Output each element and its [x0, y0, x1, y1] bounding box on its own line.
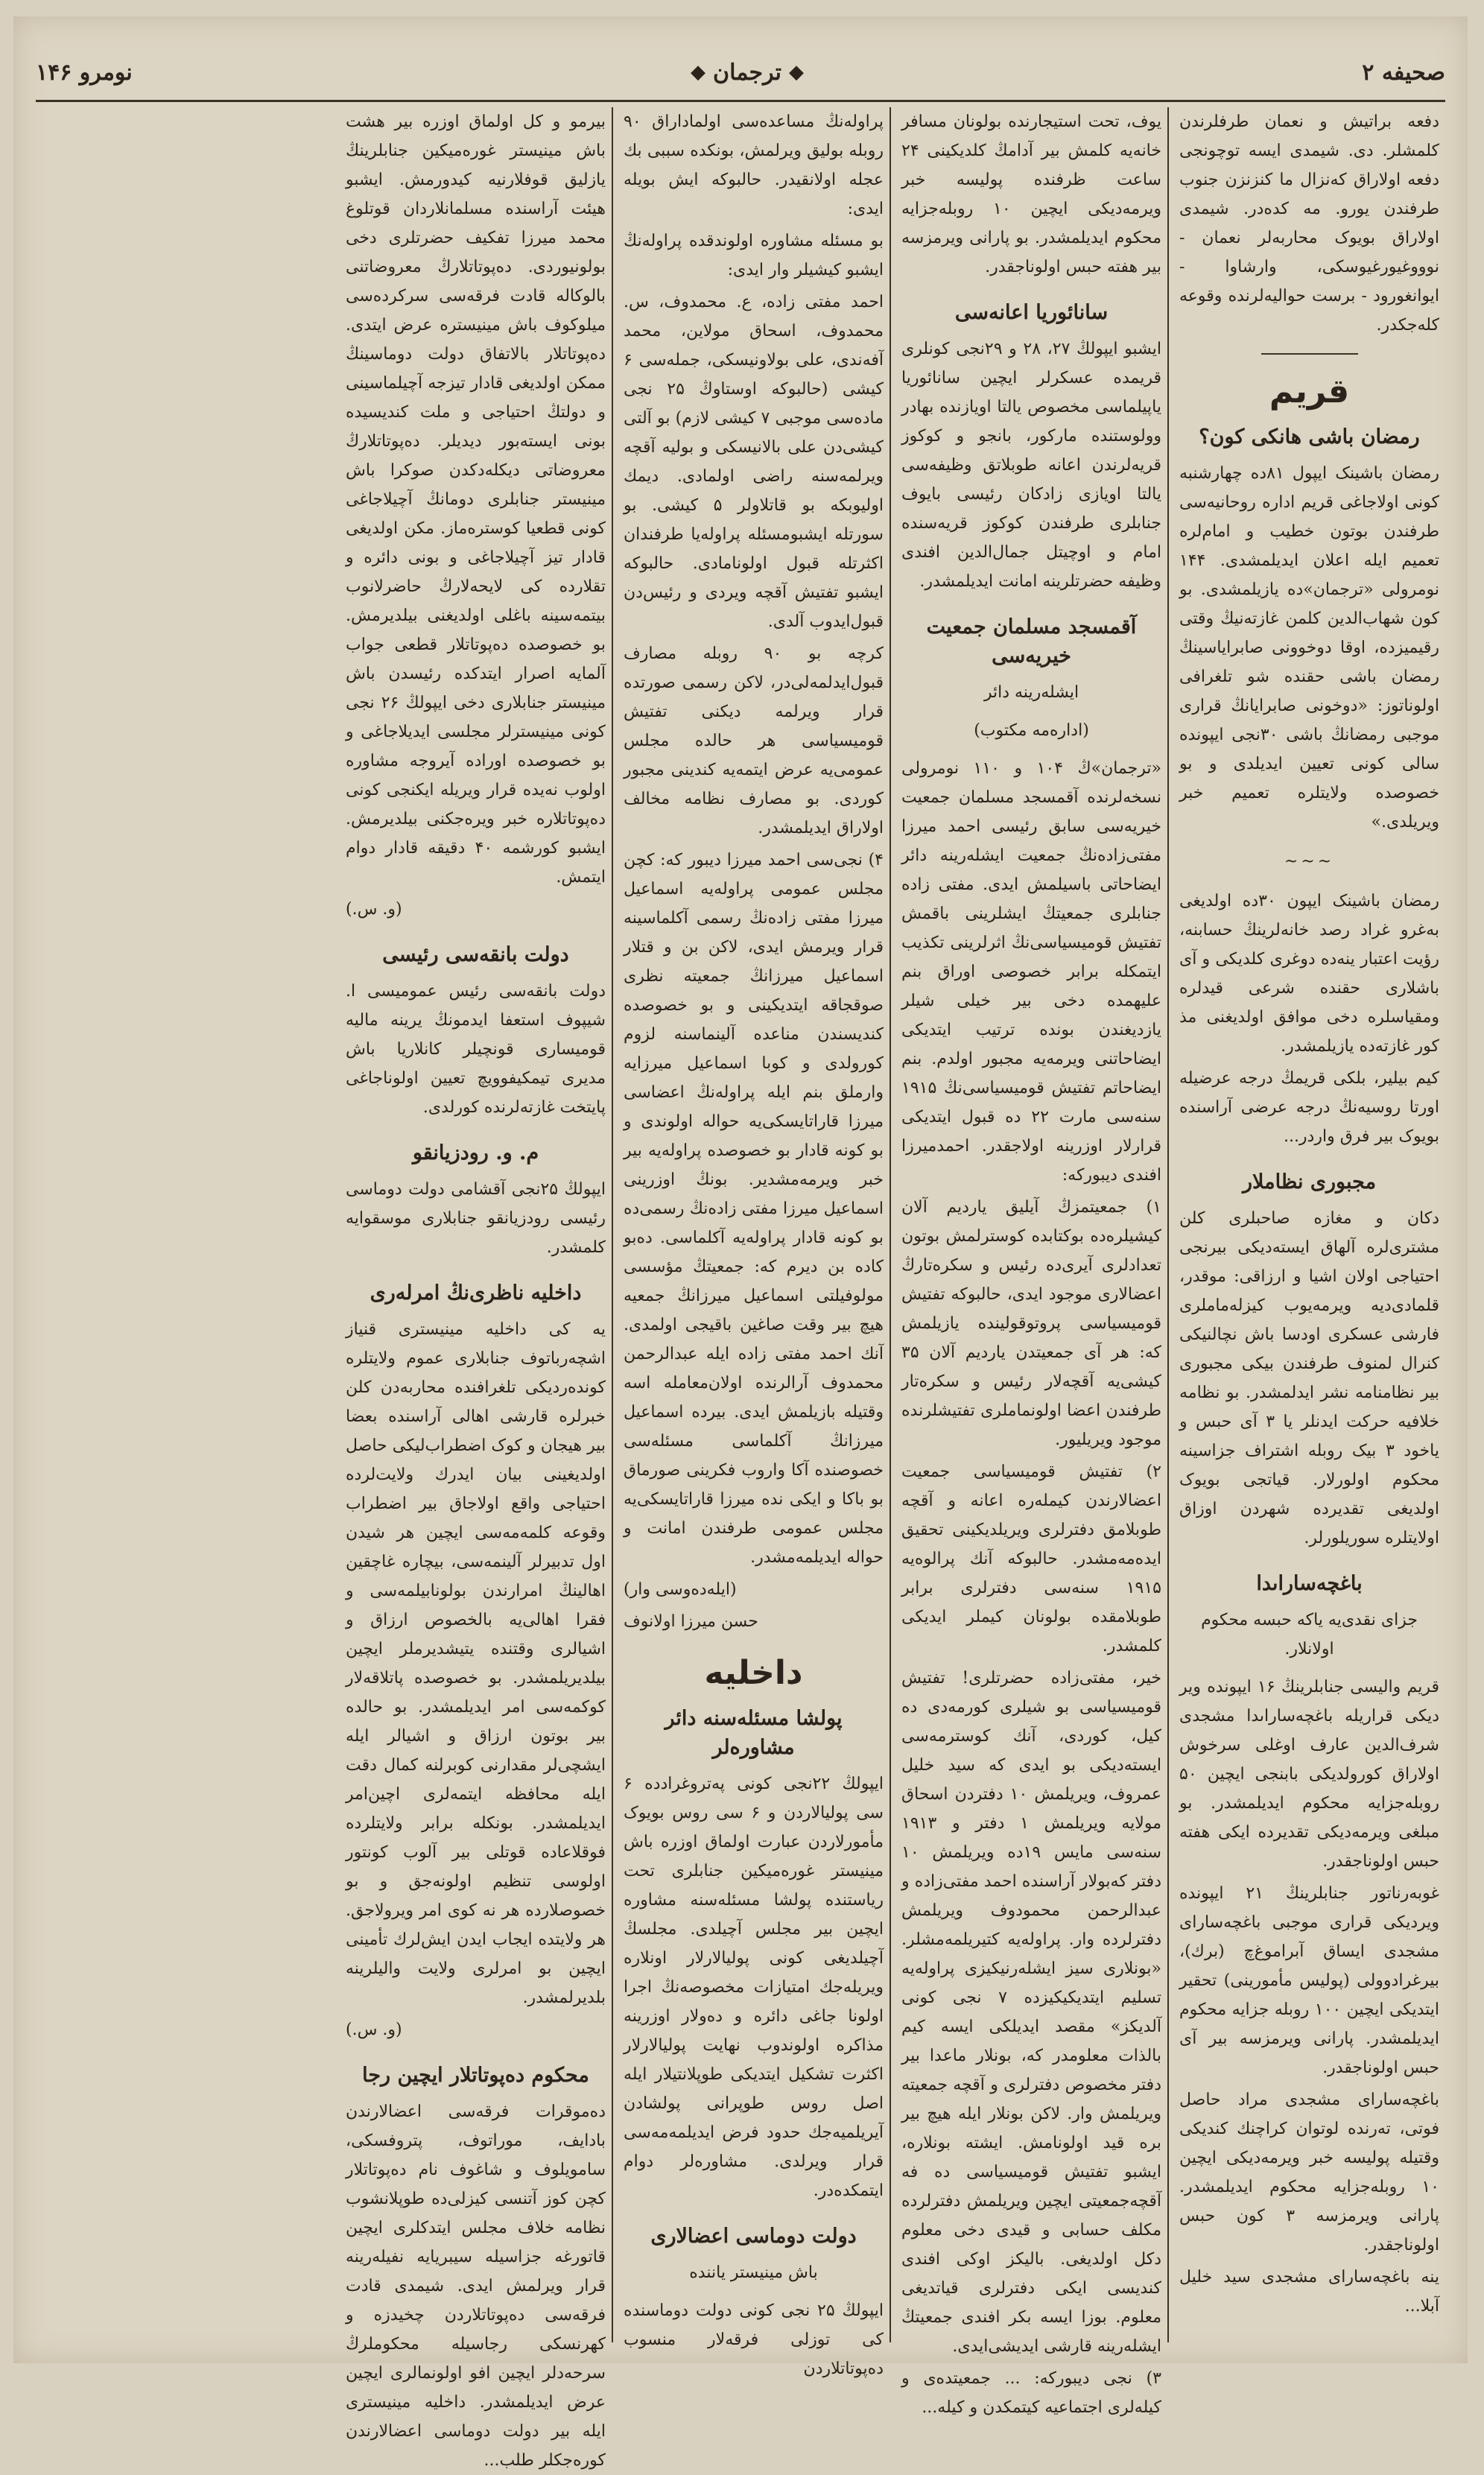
article-headline: باغچەساراىدا: [1256, 1572, 1363, 1595]
ornament-icon: ◆: [789, 61, 804, 83]
article-headline: سانائوریا اعانه‌سی: [954, 301, 1109, 324]
article-headline: آقمسجد مسلمان جمعیت خیریه‌سی: [926, 615, 1137, 668]
article-subheadline: (ادارەمه مکتوب): [974, 721, 1089, 740]
article-text: «ترجمان»ڭ ۱۰۴ و ۱۱۰ نومرولی نسخه‌لرنده آقمسجد مسلمان جمعیت خیریه‌سی سابق رئیسی احمد میرزا مفتی‌زاده‌نڭ جمعیت ایشله‌رینه دائر ایضاحاتی باسیلمش ایدی. مفتی زاده جنابلری جمعیتڭ ایشلرینی باقمش تفتیش قومیسیاسی‌نڭ اثرلرینی تکذیب ایتمکله برابر خصوصی اوراق بنم علیهمده دخی بیر خیلی شیلر یازدیغندن بونده ترتیب ایتدیکی ایضاحاتنی ویرمه‌یه مجبور اولدم. بنم ایضاحاتم تفتیش قومیسیاسی‌نڭ ۱۹۱۵ سنه‌سی مارت ۲۲ ده قبول ایتدیکی قرارلار اوزرینه اولاجقدر. احمدمیرزا افندی دیبورکه:: [901, 759, 1161, 1185]
article-text: رمضان باشینک ایپول ۸۱ده چهارشنبه کونی اولاجاغی قریم اداره روحانیه‌سی طرفندن بوتون خطیب و امام‌لره تعمیم ایله اعلان ایدیلمشدی. ۱۴۴ نومرولی «ترجمان»ده یازیلمشدی. بو کون شهاب‌الدین کلمن غازته‌نیڭ وقتی رقیمیزده، اوقا دوخوونی صابرایاسینڭ رمضان باشی حقنده شو تلغرافی اولوناتوز: «دوخونی صابرایانڭ قراری موجبی رمضانڭ باشی ۳۰نجی ایپونده سالی کونی تعیین ایدیلدی و بو خصوصده ولایتلره تعمیم خبر ویریلدی.»: [1179, 464, 1440, 831]
article-text: ۱) جمعیتمزڭ آیلیق یاردیم آلان کیشیلره‌ده بوکتابده کوسترلمش بوتون تعدادلری آیری‌ده رئیس و سکرەتارڭ اعضالاری موجود ایدی، حالبوکه تفتیش قومیسیاسی پروتوقولینده یازیلمش که: هر آی جمعیتدن یاردیم آلان ۳۵ کیشی‌یه آقچه‌لار رئیس و سکرەتار طرفندن اعضا اولونماملری تفتیشلرنده موجود ویریلیور.: [901, 1198, 1161, 1449]
article-headline: دولت بانقه‌سی رئیسی: [382, 943, 569, 966]
article-subheadline: جزای نقدی‌یه یاکه حبسه محکوم اولانلار.: [1201, 1611, 1418, 1658]
article-text: ۲) تفتیش قومیسیاسی جمعیت اعضالارندن کیملەره اعانه و آقچه طوبلامق دفترلری ویریلدیکینی تحقیق ایده‌مه‌مشدر. حالبوکه آنك پرالوه‌یه ۱۹۱۵ سنه‌سی دفترلری برابر طوبلامقده بولونان کیملر ایدیکی کلمشدر.: [901, 1462, 1161, 1655]
page-header: [36, 46, 1445, 98]
article-text: احمد مفتی زاده، ع. محمدوف، س. محمدوف، اسحاق مولاین، محمد آفەندی، علی بولاونیسکی، جمله‌سی ۶ کیشی (حالبوکه اوستاوڭ ۲۵ نجی مادەسی موجبی ۷ کیشی لازم) بو آلتی کیشی‌دن علی بالانیسکی و بولیه آقچه ویرلمه‌سنه راضی اولمادی. دیمك اولیوبکه بو قاتلاولر ۵ کیشی. بو سورتله ایشبومسئله پراولەیا طرفندان اکثرتله قبول اولونامادی. حالبوکه ایشبو تفتیش آقچه ویردی و رئیس‌دن قبول‌ایدوب آلدی.: [624, 293, 884, 631]
author-signature: حسن میرزا اولانوف: [624, 1612, 758, 1631]
continued-note: (ایله‌ده‌وسی وار): [624, 1580, 737, 1599]
article-text: دەموقرات فرقه‌سی اعضالارندن بادایف، موراتوف، پتروفسکی، سامویلوف و شاغوف نام ده‌پوتاتلار کچن کوز آتنسی کیزلی‌ده طوپلانشوب نظامه خلاف مجلس ایتدکلری ایچین قاتورغه جزاسیله سیبریایه نفیلەرینه قرار ویرلمش ایدی. شیمدی قادت فرقه‌سی ده‌پوتاتلاردن چخیدزه و کهرنسکی رجاسیله محکوملرڭ سرحه‌دلر ایچین افو اولونمالری ایچین عرض ایدیلمشدر. داخلیه مینیستری ایله بیر دولت دوماسی اعضالارندن کوره‌جکلر طلب...: [346, 2102, 606, 2470]
header-rule: [36, 100, 1445, 102]
ornament-icon: ◆: [691, 61, 706, 83]
article-text: قریم والیسی جنابلرینڭ ۱۶ ایپونده ویر دیکی قراریله باغچەساراىدا مشجدی شرف‌الدین عارف اوغلی سرخوش اولاراق کورولدیکی بابنجی ایچین ۵۰ روبله‌جزایه محکوم ایدیلمشدر. بو مبلغی ویرمه‌دیکی تقدیرده ایکی هفته حبس اولوناجقدر.: [1179, 1678, 1440, 1871]
columns: [36, 107, 1445, 2470]
article-headline: دولت دوماسی اعضالاری: [650, 2225, 857, 2248]
article-text: رمضان باشینک ایپون ۳۰ده اولدیغی به‌غرو غراد رصد خانه‌لرینڭ حسابنه، رؤیت اعتبار ینه‌ده دوغری کلدیکی و آی باشلاری حقنده شرعی قیدلره ومقیاسلره دخی موافق اولدیغنی مذ کور غازته‌ده یازیلمشدر.: [1179, 892, 1439, 1056]
article-text: ایپولڭ ۲۵نجی آقشامی دولت دوماسی رئیسی رودزیانقو جنابلاری موسقوایه کلمشدر.: [346, 1180, 606, 1257]
article-text: پراولەنڭ مساعده‌سی اولماداراق ۹۰ روبله بولیق ویرلمش، بونکده سببی بك عجله اولانقیدر. حالبوکه ایش بویله ایدی:: [624, 112, 884, 218]
column-3: [618, 107, 890, 2378]
column-rule: [612, 107, 618, 2342]
article-text: دفعه براتیش و نعمان طرفلرندن کلمشلر. دی. شیمدی ایسه توچونجی دفعه اولاراق که‌نزال ما کنزنزن جنوب طرفندن یورو. مه کدەدر. شیمدی اولاراق بویوک محاربه‌لر نعمان - نوووغیورغیوسکی، وارشاوا - ایوانغورود - برست حوالیه‌لرنده وقوعه کله‌جکدر.: [1179, 112, 1439, 335]
column-1: [1173, 107, 1445, 2342]
article-text: ینه باغچەساراى مشجدی سید خلیل آبلا...: [1179, 2268, 1439, 2316]
column-4: [340, 107, 612, 2470]
divider: [1261, 353, 1358, 355]
page-number: صحیفه ۲: [1362, 59, 1445, 86]
issue-number: نومرو ۱۴۶: [36, 59, 133, 86]
masthead: [691, 60, 804, 86]
article-text: کیم بیلیر، بلکی قریمڭ درجه عرضیله اورتا روسیه‌نڭ درجه عرضی آراسنده بویوک بیر فرق واردر...: [1179, 1069, 1439, 1146]
article-text: غوبه‌رناتور جنابلرینڭ ۲۱ ایپونده ویردیکی قراری موجبی باغچەساراى مشجدی ایساق آبراموغ‌چ (برك)، بیرغرادوولی (پولیس مأمورینی) تحقیر ایتدیکی ایچین ۱۰۰ روبله جزایه محکوم ایدیلمشدر. پارانی ویرمزسه بیر آی حبس اولوناجقدر.: [1179, 1884, 1439, 2077]
author-signature: (و. س.): [346, 900, 402, 919]
article-text: دولت بانقه‌سی رئیس عمومیسی ا. شیپوف استعفا ایدمونڭ یرینه مالیه قومیساری قونچیلر کانلاریا باش مدیری تیمکیفوویچ تعیین اولوناجاغی پایتخت غازته‌لرنده کورلدی.: [346, 982, 606, 1117]
article-text: بیرمو و کل اولماق اوزره بیر هشت باش مینیستر غوره‌میکین جنابلرینڭ یازلیق قوفلارنیه کیدورمش. ایشبو هیئت آراسنده مسلمانلاردان قوتلوغ محمد میرزا تفکیف حضرتلری دخی بولونیوردی. ده‌پوتاتلارڭ معروضاتنی بالوکاله قادت فرقه‌سی سرکرده‌سی میلوکوف باش مینیستره عرض ایتدی. ده‌پوتاتلار بالاتفاق دولت دوماسینڭ ممکن اولدیغی قادار تیزجه آچیلماسینی و دولتڭ احتیاجی و ملت کندیسیده بونی ایسته‌بور دیدیلر. دەپوتاتلارڭ معروضاتی دیکله‌دکدن صوکرا باش مینیستر جنابلری دومانڭ آچیلاجاغی کونی قطعیا کوسترەماز. مکن اولدیغی قادار تیز آچیلاجاغی و بونی دائره و تقلارده کی لایحه‌لارڭ حاضرلانوب بیتمه‌سینه باغلی اولدیغنی بیلدیرمش. بو خصوصده ده‌پوتاتلار قطعی جواب آلمایه اصرار ایتدکده رئیسدن باش مینیستر جنابلاری دخی ایپولڭ ۲۶ نجی کونی مینیسترلر مجلسی ایدیلاجاغی و بو خصوصده اوراده آیروجه مشاوره اولوب نه‌یده قرار ویریله ایکنجی کونی ده‌پوتاتلاره خبر ویره‌جکنی بیلدیرمش. ایشبو کورشمه ۴۰ دقیقه قادار دوام ایتمش.: [346, 112, 606, 887]
column-2: [895, 107, 1167, 2417]
article-text: بو مسئله مشاوره اولوندقده پراولەنڭ ایشبو کیشیلر وار ایدی:: [624, 232, 884, 279]
article-text: خیر، مفتی‌زاده حضرتلری! تفتیش قومیسیاسی بو شیلری کورمه‌دی ده کیل، کوردی، آنك کوسترمه‌سی ایستەدیکی بو ایدی که سید خلیل عمروف، ویریلمش ۱۰ دفتردن اسحاق مولایه ویریلمش ۱ دفتر و ۱۹۱۳ سنه‌سی مایس ۱۹ده ویریلمش ۱۰ دفتر که‌بولار آراسنده احمد مفتی‌زاده و عبدالرحمن محمودوف ویریلمش دفترلرده وار. پراولەیه کتیریلمه‌مشلر. «بونلاری سیز ایشله‌رنیکیزی پراولەیه تسلیم ایتدیکیکیزده ۷ نجی کونی آلدیکز» مقصد ایدیلکی ایسه کیم بالذات معلومدر که، بونلار ماعدا بیر دفتر مخصوص دفترلری و آقچه جمعیته ویریلمش وار. لاکن بونلار ایله هیچ بیر بره قید اولونامش. ایشته بونلاره، ایشبو تفتیش قومیسیاسی ده‌ فه آقچه‌جمعیتی ایچین ویریلمش دفترلرده مکلف حسابی و قیدی دخی معلوم دکل اولدیغی. بالیکز اوکی افندی کندیسی ایکی دفترلری قیاتدیغی معلوم. بوزا ایسه بکر افندی جمعیتڭ ایشله‌رینه قارشی ایدیشی‌ایدی.: [901, 1669, 1161, 2356]
article-headline: رمضان باشی هانکی کون؟: [1199, 425, 1420, 449]
section-title: قریم: [1269, 373, 1350, 411]
newspaper-page: [13, 16, 1468, 2470]
article-text: باغچەساراى مشجدی مراد حاصل فوتی، ته‌رنده لوتوان کراچنك کندیکی وقتیله پولیسه خبر ویرمه‌دیکی ایچین ۱۰ روبله‌جزایه محکوم ایدیلمشدر. پارانی ویرمزسه ۳ کون حبس اولوناجقدر.: [1179, 2091, 1439, 2254]
column-rule: [1167, 107, 1173, 2342]
article-text: دکان و مغازه صاحبلری کلن مشتری‌لره آلهاق ایسته‌دیکی بیرنجی احتیاجی اولان اشیا و ارزاقی: موقدر، قلمادی‌دیه ویرمه‌یوب کیزله‌ماملری فارشی عسکری اودسا باش نچالنیکی کنرال لمنوف طرفندن بیکی مجبوری بیر نظامنامه نشر ایدلمشدر. بو نظامه خلافیه حرکت ایدنلر یا ۳ آی حبس و یاخود ۳ بیک روبله اشتراف جزاسینه محکوم اولورلار. قیاتجی بویوک اولدیغی تقدیرده شهردن اوزاق اولایتلره سوریلورلر.: [1179, 1209, 1439, 1547]
article-text: کرچه بو ۹۰ روبله مصارف قبول‌ایدلمه‌لی‌در، لاکن رسمی صورتده قرار ویرلمه دیکنی تفتیش قومیسیاسی هر حالده مجلس عمومی‌یه عرض ایتمه‌یه کندینی مجبور کوردی. بو مصارف نظامه مخالف اولاراق ایدیلمشدر.: [624, 644, 884, 837]
section-title: داخلیه: [704, 1654, 803, 1692]
article-text: ۳) نجی دیبورکه: ... جمعیتده‌ی و کیله‌لری اجتماعیه کیتمکدن و کیله...: [901, 2369, 1161, 2417]
article-headline: محکوم دەپوتاتلار ایچین رجا: [362, 2064, 589, 2087]
article-headline: م. و. رودزیانقو: [412, 1141, 539, 1164]
column-rule: [890, 107, 895, 2342]
article-headline: داخلیه ناظری‌نڭ امرلەری: [370, 1281, 582, 1305]
article-text: ایشبو ایپولڭ ۲۷، ۲۸ و ۲۹نجی کونلری قریمده عسکرلر ایچین سانائوریا یاپیلماسی مخصوص یالتا اویازنده بهادر وولوستنده مارکور، بانجو و کوکوز قریه‌لرندن اعانه طوبلاتق وظیفه‌سی یالتا اویازی زادکان رئیسی بایوف جنابلری طرفندن کوکوز قریه‌سنده امام و اوچیتل جمال‌الدین افندی وظیفه حضرتلرینه امانت ایدیلمشدر.: [901, 340, 1161, 591]
article-headline: مجبوری نظاملار: [1242, 1170, 1377, 1194]
article-text: یه کی داخلیه مینیستری قنیاز اشچه‌رباتوف جنابلاری عموم ولایتلره کوندەردیکی تلغرافنده محاربه‌دن کلن خبرلره قارشی اهالی آراسنده بعضا بیر هیجان و کوک اضطراب‌لیکی حاصل اولدیغینی بیان ایدرك ولایت‌لرده احتیاجی واقع اولاجاق بیر اضطراب وقوعه کلمه‌مه‌سی ایچین هر شیدن اول تدبیرلر آلینمه‌سی، بیچاره غاچقین اهالینڭ امرارندن بولونابیلمه‌سی و فقرا اهالی‌یه بالخصوص ارزاق و اشیالری وقتنده یتیشدیرملر ایچین بیلدیریلمشدر. بو خصوصده پاتلاقه‌لار کوکمه‌سی امر ایدیلمشدر. بو حالده بیر بوتون ارزاق و اشیالر ایله ایشچی‌لر مقدارنی کوبرلنه کمال دقت ایله محافظه ایتمه‌لری اچین‌امر ایدیلمشدر. بونکله برابر ولایتلرده فوقلاعاده قوتلی بیر آلوب کونتور اولوسی تنظیم اولونه‌جق و بو خصوصلارده هر نه کوی امر ویرولاجق. هر ولایتده ایجاب ایدن ایش‌لرك تأمینی ایچین بو امرلری ولایت والیلرینه بلدیرلمشدر.: [346, 1320, 606, 2007]
author-signature: (و. س.): [346, 2021, 402, 2039]
masthead-title: ترجمان: [713, 59, 781, 86]
article-text: ایپولڭ ۲۲نجی کونی پەتروغرادده ۶ سی پولیالاردن و ۶ سی روس بویوک مأمورلاردن عبارت اولماق اوزره باش مینیستر غوره‌میکین جنابلری تحت ریاستنده پولشا مسئله‌سنه مشاوره ایچین بیر مجلس آچیلدی. مجلسڭ آچیلدیغی کونی پولیالارلار اونلاره ویریله‌جك امتیازات مخصوصه‌نڭ اجرا اولونا جاغی دائره و دەولار اوزرینه مذاکره اولوندوب نهایت پولیالارلار اکثرت تشکیل ایتدیکی طوپلانتیلار ایله اصل روس طوپرانی پولشادن آیریلمیه‌جك حدود فرض ایدیلمه‌مەسی قرار ویرلدی. مشاوره‌لر دوام ایتمکده‌در.: [624, 1775, 884, 2200]
article-text: یوف، تحت استیجارنده بولونان مسافر خانه‌یه کلمش بیر آدامڭ کلدیکینی ۲۴ ساعت ظرفنده پولیسه خبر ویرمه‌دیکی ایچین ۱۰ روبله‌جزایه محکوم ایدیلمشدر. بو پارانی ویرمزسه بیر هفته حبس اولوناجقدر.: [901, 112, 1161, 276]
article-subheadline: ایشله‌رینه دائر: [983, 683, 1079, 702]
article-subheadline: باش مینیستر یاننده: [689, 2263, 818, 2282]
divider: ~~~: [1284, 852, 1335, 871]
article-text: ایپولڭ ۲۵ نجی کونی دولت دوماسنده کی توزلی فرقه‌لار منسوب دەپوتاتلاردن: [624, 2301, 884, 2378]
article-headline: پولشا مسئله‌سنه دائر مشاوره‌لر: [665, 1707, 843, 1759]
article-text: ۴) نجی‌سی احمد میرزا دیبور که: کچن مجلس عمومی پراولەیه اسماعیل میرزا مفتی زاده‌نڭ رسمی آکلماسینه قرار ویرمش ایدی، لاکن بن و قتلار اسماعیل میرزانڭ جمعیته نظری صوقجاقه ایتدیکینی و بو خصوصده کندیسندن مناعده آلینماسنه لزوم کورولدی و کوبا اسماعیل میرزا‌یه وارملق بنم ایله پراولەنڭ اعضاسی میرزا قاراتایسکی‌یه حواله اولوندی و بو کونه قادار بو خصوصده پراولەیه بیر خبر ویرمه‌مشدیر. بونڭ اوزرینی اسماعیل میرزا مفتی زاده‌نڭ رسمی‌ده بو کونه قادار پراولەیه آکلماسی. ده‌بو کاده بن دیرم که: جمعیتڭ مؤسسی مولوفیلتی اسماعیل میرزانڭ جمعیه هیچ بیر وقت صاغین باقیجی اولمدی. آنك احمد مفتی زاده ایله عبدالرحمن محمدوف آرالرنده اولان‌معامله اسه وقتیله بازیلمش ایدی. بیرده اسماعیل میرزانڭ آکلماسی مسئله‌سی خصوصنده آکا واروب فکرینی صورماق بو باکا و ایکی نده میرزا قاراتایسکی‌یه مجلس عمومی طرفندن امانت و حواله ایدیلمه‌مشدر.: [624, 851, 884, 1567]
